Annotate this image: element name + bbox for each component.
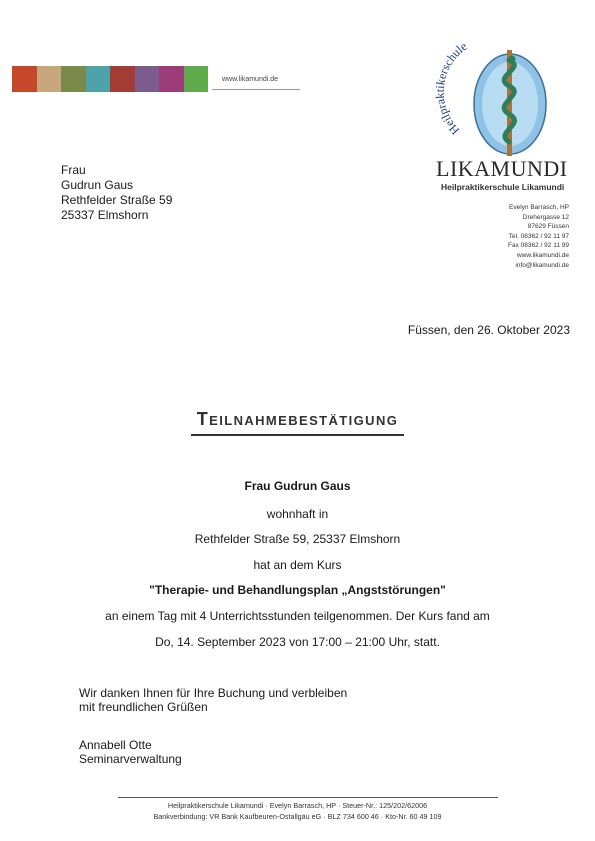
strip-photo xyxy=(110,66,135,92)
participant-address: Rethfelder Straße 59, 25337 Elmshorn xyxy=(194,532,401,546)
footer-rule xyxy=(118,797,498,798)
recipient-name: Gudrun Gaus xyxy=(61,178,134,192)
course-details-line1: an einem Tag mit 4 Unterrichtsstunden teilgenommen. Der Kurs fand am xyxy=(105,609,490,623)
strip-photo xyxy=(37,66,62,92)
likamundi-logo xyxy=(432,30,562,160)
resident-label: wohnhaft in xyxy=(266,507,329,521)
recipient-address xyxy=(61,163,172,223)
signature-name: Annabell Otte xyxy=(79,738,152,752)
course-intro: hat an dem Kurs xyxy=(253,558,342,572)
contact-line: info@likamundi.de xyxy=(515,261,569,269)
recipient-salutation: Frau xyxy=(61,163,86,177)
contact-line: Fax 08362 / 92 11 99 xyxy=(508,242,569,250)
footer-line-2: Bankverbindung: VR Bank Kaufbeuren-Ostallgäu eG · BLZ 734 600 46 · Kto-Nr. 60 49 109 xyxy=(153,812,442,821)
footer-line-1: Heilpraktikerschule Likamundi · Evelyn Barrasch, HP · Steuer-Nr.: 125/202/62006 xyxy=(167,801,428,810)
header-website: www.likamundi.de xyxy=(222,76,279,83)
contact-line: Drehergasse 12 xyxy=(522,213,569,221)
participant-name: Frau Gudrun Gaus xyxy=(244,479,351,493)
sender-contact xyxy=(508,203,569,270)
closing-line: mit freundlichen Grüßen xyxy=(79,700,208,714)
strip-photo xyxy=(61,66,86,92)
contact-line: Tel. 08362 / 92 11 97 xyxy=(508,232,569,240)
contact-line: www.likamundi.de xyxy=(516,251,569,259)
signature-block xyxy=(79,738,182,766)
strip-photo xyxy=(86,66,111,92)
letter-date: Füssen, den 26. Oktober 2023 xyxy=(407,323,570,337)
course-details-line2: Do, 14. September 2023 von 17:00 – 21:00 Uhr, statt. xyxy=(155,635,440,649)
header-rule xyxy=(212,89,300,90)
recipient-city: 25337 Elmshorn xyxy=(61,208,149,222)
strip-photo xyxy=(184,66,209,92)
brand-name: LIKAMUNDI xyxy=(436,156,568,181)
strip-photo xyxy=(12,66,37,92)
strip-photo xyxy=(159,66,184,92)
recipient-street: Rethfelder Straße 59 xyxy=(61,193,173,207)
brand-subtitle: Heilpraktikerschule Likamundi xyxy=(441,182,565,192)
signature-role: Seminarverwaltung xyxy=(79,752,182,766)
closing-line: Wir danken Ihnen für Ihre Buchung und verbleiben xyxy=(79,686,348,700)
closing-text xyxy=(79,686,347,714)
contact-line: Evelyn Barrasch, HP xyxy=(509,204,569,211)
contact-line: 87629 Füssen xyxy=(527,223,569,231)
strip-photo xyxy=(135,66,160,92)
course-name: "Therapie- und Behandlungsplan „Angststörungen" xyxy=(149,583,446,597)
header-photo-strip xyxy=(12,66,208,92)
logo-arc-text: Heilpraktikerschule xyxy=(432,38,470,138)
document-title: Teilnahmebestätigung xyxy=(191,409,405,436)
title-wrapper xyxy=(0,409,595,436)
